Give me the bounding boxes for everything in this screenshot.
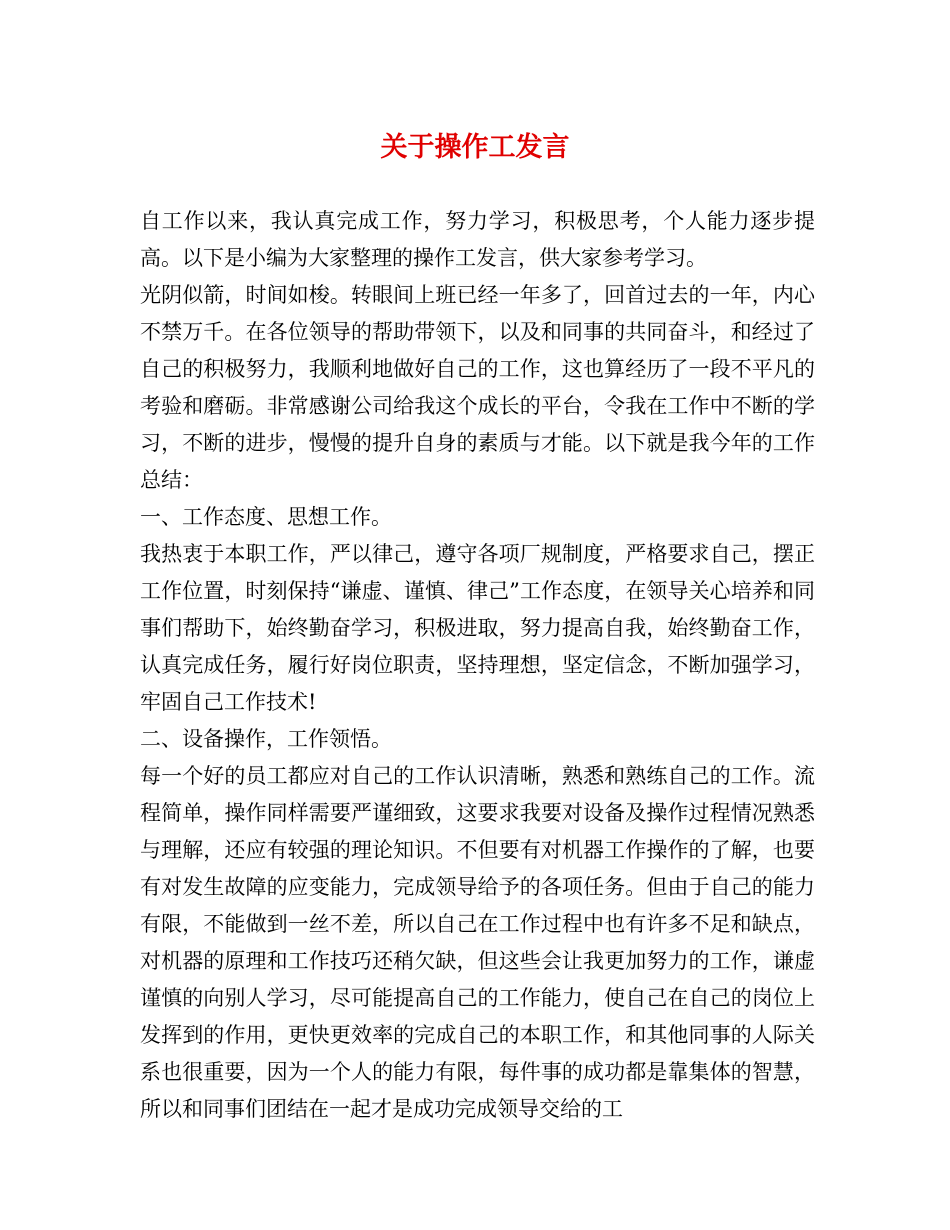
document-body <box>140 203 815 1128</box>
paragraph-opening: 光阴似箭，时间如梭。转眼间上班已经一年多了，回首过去的一年，内心不禁万千。在各位领导的帮助带领下，以及和同事的共同奋斗，和经过了自己的积极努力，我顺利地做好自己的工作，这也算经历了一段不平凡的考验和磨砺。非常感谢公司给我这个成长的平台，令我在工作中不断的学习，不断的进步，慢慢的提升自身的素质与才能。以下就是我今年的工作总结： <box>140 283 815 492</box>
section-heading-2: 二、设备操作，工作领悟。 <box>140 727 392 751</box>
paragraph-intro: 自工作以来，我认真完成工作，努力学习，积极思考，个人能力逐步提高。以下是小编为大家整理的操作工发言，供大家参考学习。 <box>140 209 815 270</box>
document-title: 关于操作工发言 <box>380 132 570 163</box>
section-heading-1: 一、工作态度、思想工作。 <box>140 505 392 529</box>
paragraph-section-1: 我热衷于本职工作，严以律己，遵守各项厂规制度，严格要求自己，摆正工作位置，时刻保持“谦虚、谨慎、律己”工作态度，在领导关心培养和同事们帮助下，始终勤奋学习，积极进取，努力提高自我，始终勤奋工作，认真完成任务，履行好岗位职责，坚持理想，坚定信念，不断加强学习，牢固自己工作技术! <box>140 542 815 714</box>
paragraph-section-2: 每一个好的员工都应对自己的工作认识清晰，熟悉和熟练自己的工作。流程简单，操作同样需要严谨细致，这要求我要对设备及操作过程情况熟悉与理解，还应有较强的理论知识。不但要有对机器工作操作的了解，也要有对发生故障的应变能力，完成领导给予的各项任务。但由于自己的能力有限，不能做到一丝不差，所以自己在工作过程中也有许多不足和缺点，对机器的原理和工作技巧还稍欠缺，但这些会让我更加努力的工作，谦虚谨慎的向别人学习，尽可能提高自己的工作能力，使自己在自己的岗位上发挥到的作用，更快更效率的完成自己的本职工作，和其他同事的人际关系也很重要，因为一个人的能力有限，每件事的成功都是靠集体的智慧，所以和同事们团结在一起才是成功完成领导交给的工 <box>140 764 815 1121</box>
